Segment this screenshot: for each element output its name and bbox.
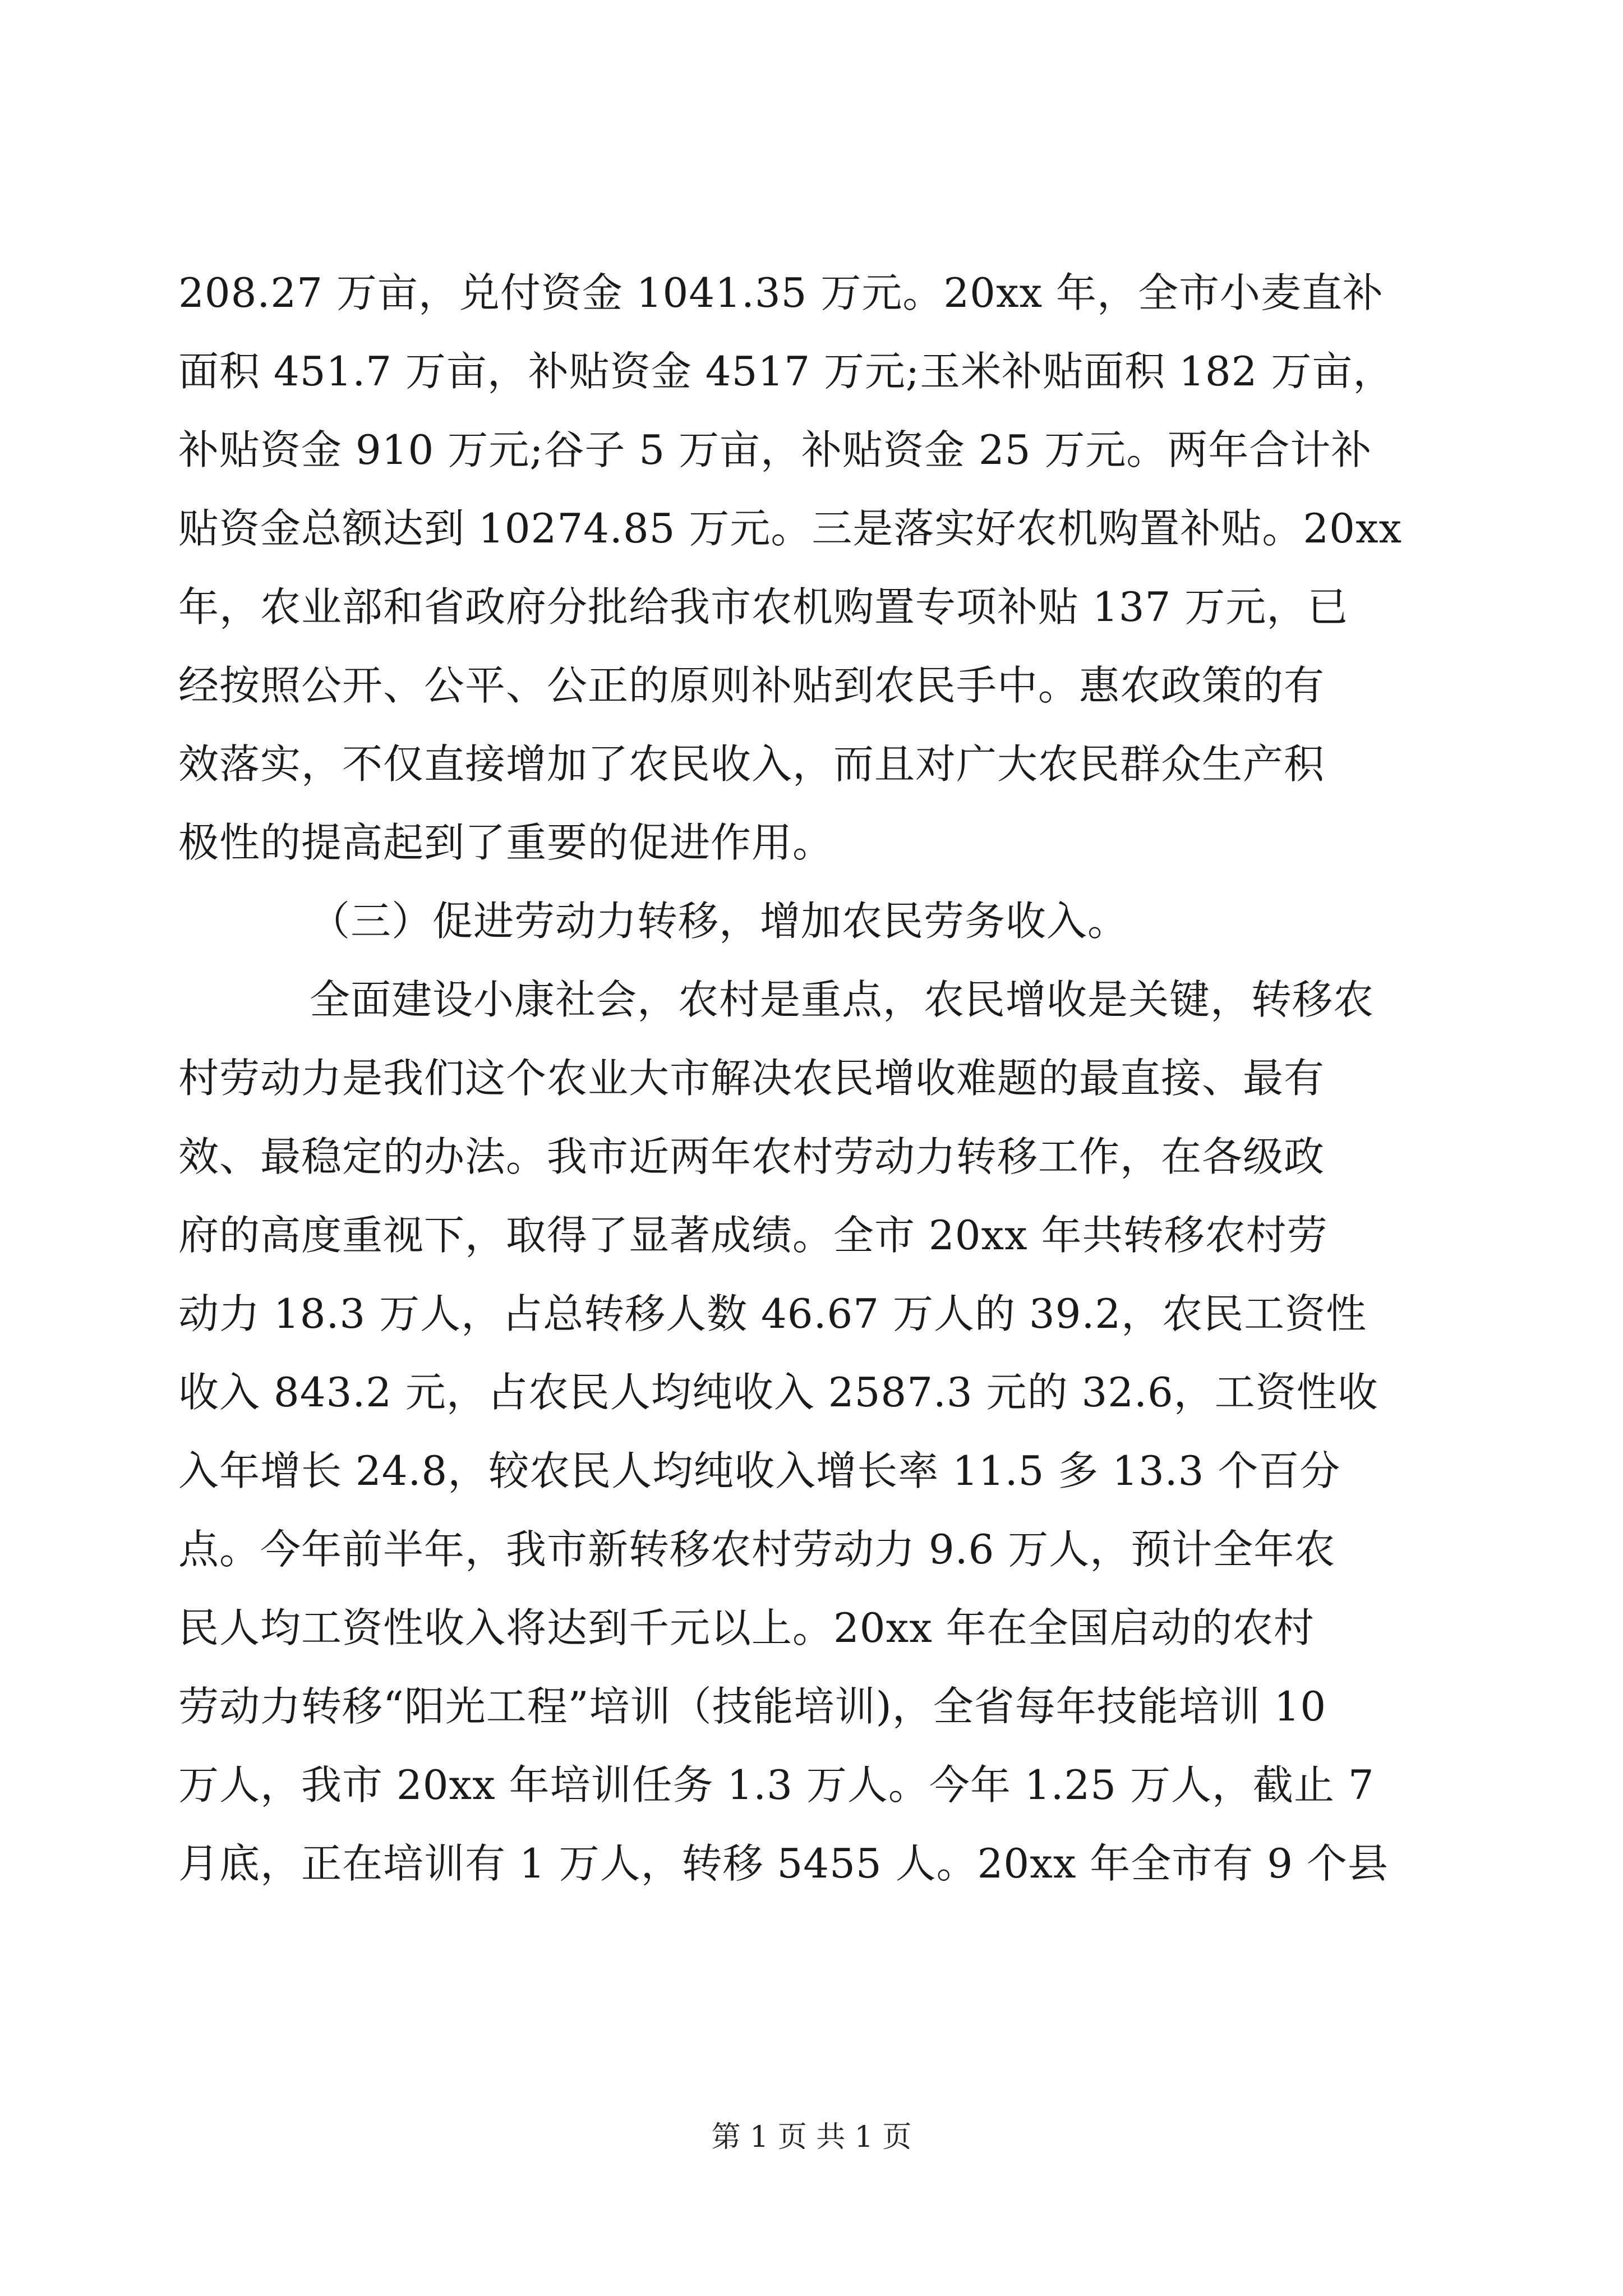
text-line: 月底，正在培训有 1 万人，转移 5455 人。20xx 年全市有 9 个县	[178, 1840, 1389, 1887]
text-line: 效、最稳定的办法。我市近两年农村劳动力转移工作，在各级政	[178, 1133, 1325, 1180]
text-line: 贴资金总额达到 10274.85 万元。三是落实好农机购置补贴。20xx	[178, 505, 1403, 552]
text-line: 劳动力转移“阳光工程”培训（技能培训)，全省每年技能培训 10	[178, 1683, 1327, 1730]
text-line: 极性的提高起到了重要的促进作用。	[178, 819, 834, 866]
text-line: 万人，我市 20xx 年培训任务 1.3 万人。今年 1.25 万人，截止 7	[178, 1761, 1375, 1809]
text-line: 收入 843.2 元，占农民人均纯收入 2587.3 元的 32.6，工资性收	[178, 1369, 1378, 1416]
text-line: 村劳动力是我们这个农业大市解决农民增收难题的最直接、最有	[178, 1055, 1325, 1102]
text-line: 经按照公开、公平、公正的原则补贴到农民手中。惠农政策的有	[178, 662, 1325, 709]
text-line: 208.27 万亩，兑付资金 1041.35 万元。20xx 年，全市小麦直补	[178, 269, 1384, 316]
section-heading: （三）促进劳动力转移，增加农民劳务收入。	[310, 898, 1129, 945]
text-line: 入年增长 24.8，较农民人均纯收入增长率 11.5 多 13.3 个百分	[178, 1447, 1341, 1494]
text-line: 动力 18.3 万人，占总转移人数 46.67 万人的 39.2，农民工资性	[178, 1290, 1367, 1337]
text-line: 年，农业部和省政府分批给我市农机购置专项补贴 137 万元，已	[178, 583, 1349, 631]
text-line: 面积 451.7 万亩，补贴资金 4517 万元;玉米补贴面积 182 万亩，	[178, 348, 1394, 395]
text-line: 点。今年前半年，我市新转移农村劳动力 9.6 万人，预计全年农	[178, 1526, 1336, 1573]
text-line: 府的高度重视下，取得了显著成绩。全市 20xx 年共转移农村劳	[178, 1212, 1328, 1259]
text-line: 全面建设小康社会，农村是重点，农民增收是关键，转移农	[310, 976, 1375, 1023]
text-line: 效落实，不仅直接增加了农民收入，而且对广大农民群众生产积	[178, 740, 1325, 788]
text-line: 民人均工资性收入将达到千元以上。20xx 年在全国启动的农村	[178, 1604, 1315, 1651]
page-footer: 第 1 页 共 1 页	[711, 2120, 912, 2154]
text-line: 补贴资金 910 万元;谷子 5 万亩，补贴资金 25 万元。两年合计补	[178, 426, 1372, 473]
